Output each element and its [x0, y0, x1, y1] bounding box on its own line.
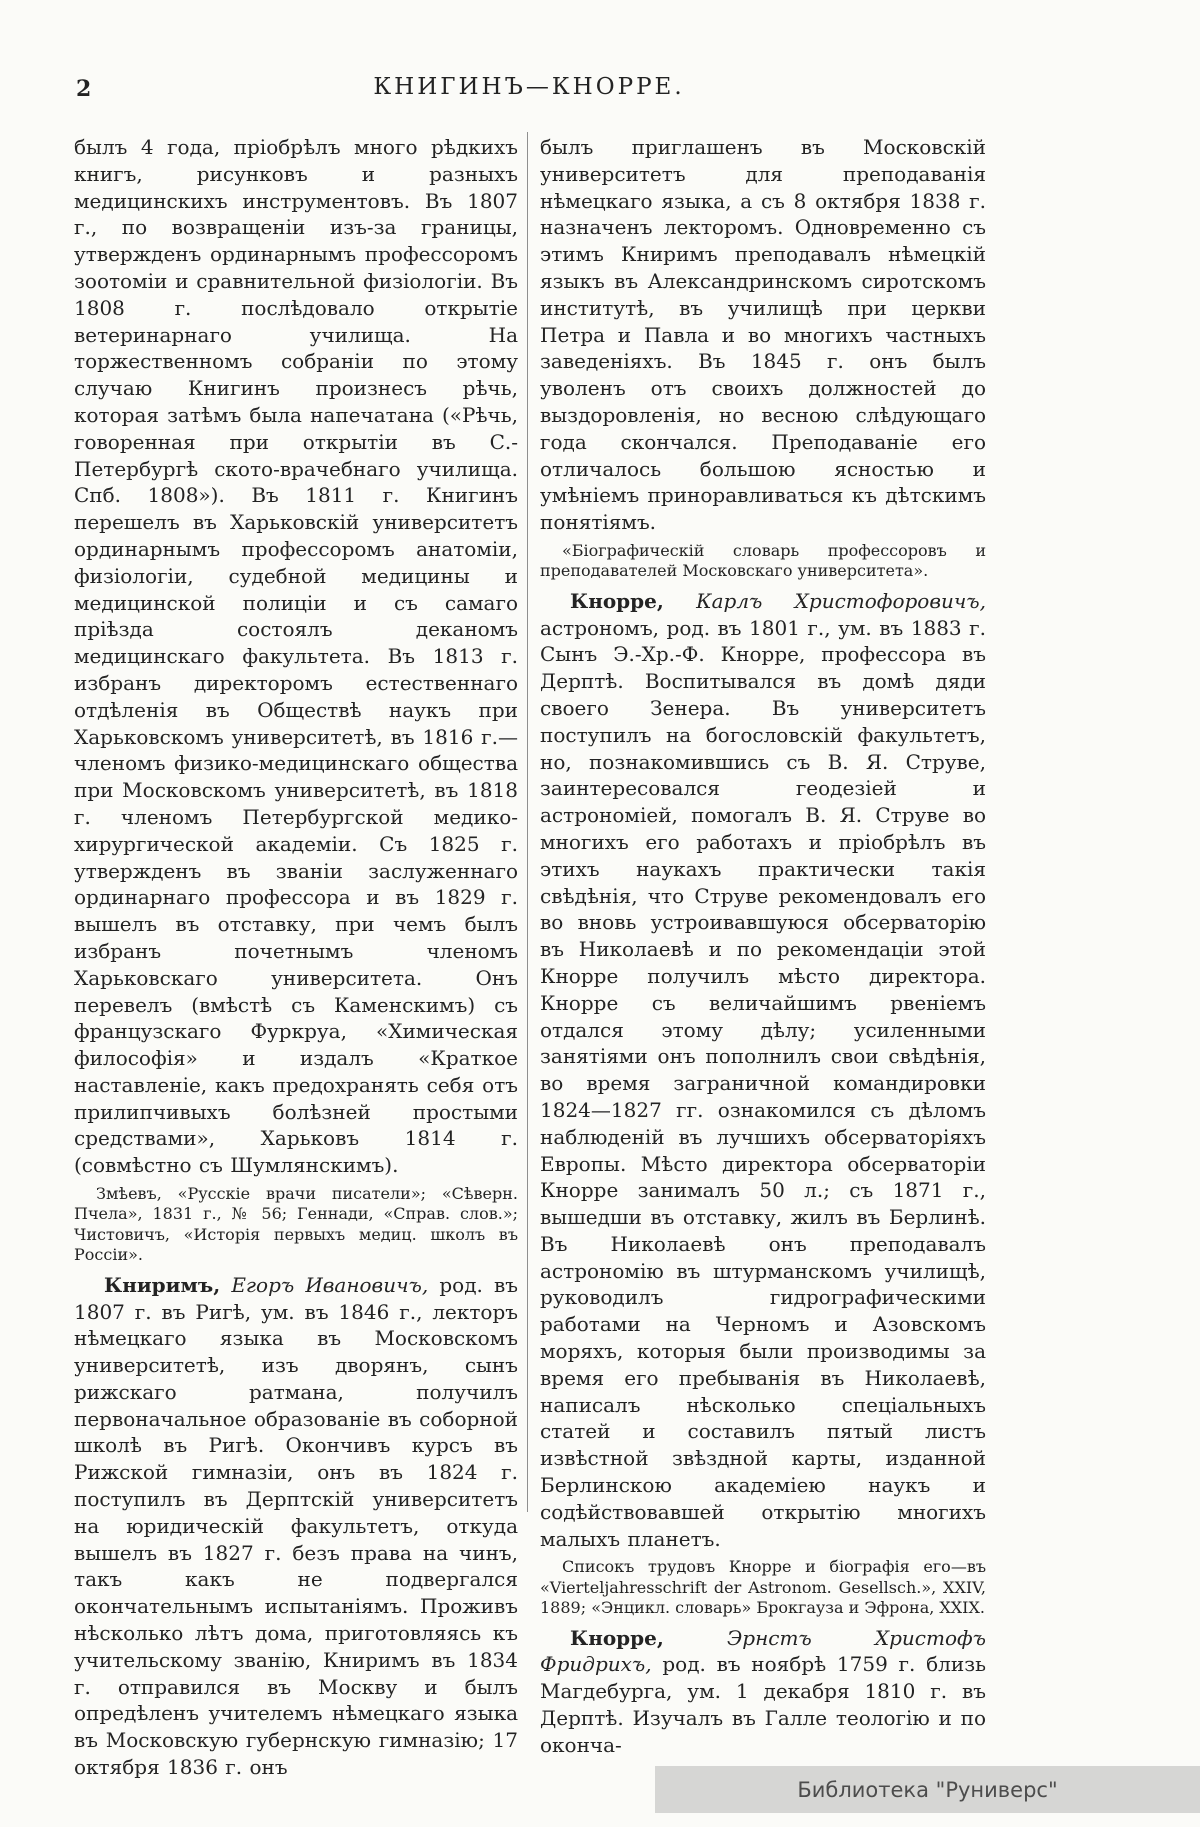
- entry-knirim: [74, 1272, 518, 1781]
- bibliography-note-knirim: [540, 541, 986, 582]
- continuation-paragraph-knirim: [540, 134, 986, 536]
- text-segment: Книримъ,: [104, 1272, 221, 1297]
- continuation-paragraph-knigin: [74, 134, 518, 1179]
- text-segment: астрономъ, род. въ 1801 г., ум. въ 1883 г. Сынъ Э.-Хр.-Ф. Кнорре, профессора въ Дерптѣ. Воспитывался въ домѣ дяди своего Зенера. Въ университетъ поступилъ на богословскій факультетъ, но, познакомившись съ В. Я. Струве, заинтересовался геодезіей и астрономіей, помогалъ В. Я. Струве во многихъ его работахъ и пріобрѣлъ въ этихъ наукахъ практически такія свѣдѣнія, что Струве рекомендовалъ его во вновь устроивавшуюся обсерваторію въ Николаевѣ и по рекомендаціи этой Кнорре получилъ мѣсто директора. Кнорре съ величайшимъ рвеніемъ отдался этому дѣлу; усиленными занятіями онъ пополнилъ свои свѣдѣнія, во время заграничной командировки 1824—1827 гг. ознакомился съ дѣломъ наблюденій въ лучшихъ обсерваторіяхъ Европы. Мѣсто директора обсерваторіи Кнорре занималъ 50 л.; съ 1871 г., вышедши въ отставку, жилъ въ Берлинѣ. Въ Николаевѣ онъ преподавалъ астрономію въ штурманскомъ училищѣ, руководилъ гидрографическими работами на Черномъ и Азовскомъ моряхъ, которыя были производимы за время его пребыванія въ Николаевѣ, написалъ нѣсколько спеціальныхъ статей и составилъ пятый листъ извѣстной звѣздной карты, изданной Берлинскою академіею наукъ и содѣйствовавшей открытію многихъ малыхъ планетъ.: [540, 615, 986, 1551]
- text-segment: род. въ ноябрѣ 1759 г. близь Магдебурга, ум. 1 декабря 1810 г. въ Дерптѣ. Изучалъ въ Галле теологію и по оконча-: [540, 1652, 986, 1757]
- bibliography-note-knigin: [74, 1184, 518, 1266]
- text-segment: Списокъ трудовъ Кнорре и біографія его—въ «Vierteljahresschrift der Astronom. Gesellsch.», XXIV, 1889; «Энцикл. словарь» Брокгауза и Эфрона, XXIX.: [540, 1557, 986, 1618]
- running-head: КНИГИНЪ—КНОРРЕ.: [373, 74, 685, 100]
- text-segment: былъ 4 года, пріобрѣлъ много рѣдкихъ книгъ, рисунковъ и разныхъ медицинскихъ инструментовъ. Въ 1807 г., по возвращеніи изъ-за границы, утвержденъ ординарнымъ профессоромъ зоотоміи и сравнительной физіологіи. Въ 1808 г. послѣдовало открытіе ветеринарнаго училища. На торжественномъ собраніи по этому случаю Книгинъ произнесъ рѣчь, которая затѣмъ была напечатана («Рѣчь, говоренная при открытіи въ С.-Петербургѣ ското-врачебнаго училища. Спб. 1808»). Въ 1811 г. Книгинъ перешелъ въ Харьковскій университетъ ординарнымъ профессоромъ анатоміи, физіологіи, судебной медицины и медицинской полиціи и съ самаго пріѣзда состоялъ деканомъ медицинскаго факультета. Въ 1813 г. избранъ директоромъ естественнаго отдѣленія въ Обществѣ наукъ при Харьковскомъ университетѣ, въ 1816 г.—членомъ физико-медицинскаго общества при Московскомъ университетѣ, въ 1818 г. членомъ Петербургской медико-хирургической академіи. Съ 1825 г. утвержденъ въ званіи заслуженнаго ординарнаго профессора и въ 1829 г. вышелъ въ отставку, при чемъ былъ избранъ почетнымъ членомъ Харьковскаго университета. Онъ перевелъ (вмѣстѣ съ Каменскимъ) съ французскаго Фуркруа, «Химическая философія» и издалъ «Краткое наставленіе, какъ предохранять себя отъ прилипчивыхъ болѣзней простыми средствами», Харьковъ 1814 г. (совмѣстно съ Шумлянскимъ).: [74, 135, 518, 1178]
- text-segment: Кнорре,: [570, 588, 664, 613]
- library-watermark: [655, 1766, 1200, 1813]
- entry-knorre-ernst: [540, 1625, 986, 1759]
- column-right: [540, 134, 986, 1759]
- watermark-label: Библиотека "Руниверс": [797, 1777, 1058, 1802]
- column-left: [74, 134, 518, 1781]
- text-segment: былъ приглашенъ въ Московскій университетъ для преподаванія нѣмецкаго языка, а съ 8 октября 1838 г. назначенъ лекторомъ. Одновременно съ этимъ Книримъ преподавалъ нѣмецкій языкъ въ Александринскомъ сиротскомъ институтѣ, въ училищѣ при церкви Петра и Павла и во многихъ частныхъ заведеніяхъ. Въ 1845 г. онъ былъ уволенъ отъ своихъ должностей до выздоровленія, но весною слѣдующаго года скончался. Преподаваніе его отличалось большою ясностью и умѣніемъ приноравливаться къ дѣтскимъ понятіямъ.: [540, 135, 986, 535]
- text-segment: Эрнстъ Христофъ Фридрихъ,: [540, 1625, 986, 1677]
- entry-knorre-karl: [540, 588, 986, 1553]
- bibliography-note-knorre-karl: [540, 1557, 986, 1618]
- text-segment: Змѣевъ, «Русскіе врачи писатели»; «Сѣверн. Пчела», 1831 г., № 56; Геннади, «Справ. слов.»; Чистовичъ, «Исторія первыхъ медиц. школъ въ Россіи».: [74, 1184, 518, 1265]
- text-segment: Карлъ Христофоровичъ,: [663, 588, 986, 613]
- column-divider: [527, 132, 528, 1512]
- text-segment: род. въ 1807 г. въ Ригѣ, ум. въ 1846 г., лекторъ нѣмецкаго языка въ Московскомъ университетѣ, изъ дворянъ, сынъ рижскаго ратмана, получилъ первоначальное образованіе въ соборной школѣ въ Ригѣ. Окончивъ курсъ въ Рижской гимназіи, онъ въ 1824 г. поступилъ въ Дерптскій университетъ на юридическій факультетъ, откуда вышелъ въ 1827 г. безъ права на чинъ, такъ какъ не подвергался окончательнымъ испытаніямъ. Проживъ нѣсколько лѣтъ дома, приготовляясь къ учительскому званію, Книримъ въ 1834 г. отправился въ Москву и былъ опредѣленъ учителемъ нѣмецкаго языка въ Московскую губернскую гимназію; 17 октября 1836 г. онъ: [74, 1272, 519, 1780]
- text-segment: Кнорре,: [570, 1625, 664, 1650]
- text-segment: Егоръ Ивановичъ,: [220, 1272, 429, 1297]
- page-number: 2: [76, 76, 92, 102]
- text-segment: «Біографическій словарь профессоровъ и преподавателей Московскаго университета».: [540, 540, 986, 581]
- page-header: [72, 74, 986, 104]
